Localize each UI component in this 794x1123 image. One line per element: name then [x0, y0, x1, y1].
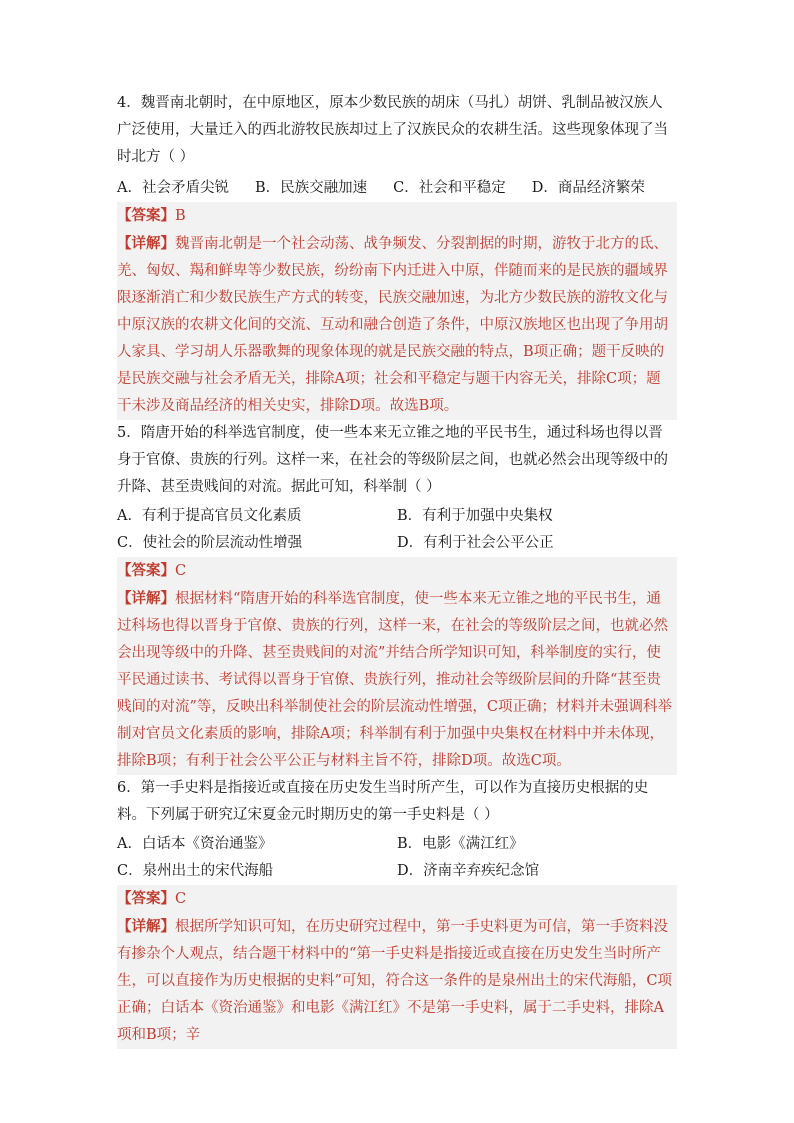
question-6-option-b: B．电影《满江红》	[397, 836, 524, 852]
question-4-answer-block	[117, 202, 677, 420]
question-5-detail	[117, 585, 675, 775]
question-6-option-a: A．白话本《资治通鉴》	[117, 836, 273, 852]
question-5-option-d: D．有利于社会公平公正	[397, 535, 554, 551]
question-5-option-a: A．有利于提高官员文化素质	[117, 508, 302, 524]
question-5-answer-block	[117, 557, 677, 775]
question-4	[117, 90, 677, 171]
question-4-stem: 4．魏晋南北朝时，在中原地区，原本少数民族的胡床（马扎）胡饼、乳制品被汉族人广泛使用，大量迁入的西北游牧民族却过上了汉族民众的农耕生活。这些现象体现了当时北方（ ）	[117, 95, 668, 165]
answer-value: C	[175, 891, 187, 907]
question-6-answer-block	[117, 885, 677, 1049]
answer-value: B	[175, 208, 186, 224]
answer-label: 【答案】	[117, 207, 175, 224]
question-4-option-a: A．社会矛盾尖锐	[117, 180, 229, 196]
question-4-option-c: C．社会和平稳定	[393, 180, 506, 196]
question-6	[117, 775, 677, 829]
question-6-detail	[117, 913, 675, 1049]
question-4-detail	[117, 230, 675, 420]
detail-label: 【详解】	[117, 235, 175, 252]
question-5	[117, 420, 677, 501]
detail-text: 根据材料“隋唐开始的科举选官制度，使一些本来无立锥之地的平民书生，通过科场也得以晋身于官僚、贵族的行列，这样一来，在社会的等级阶层之间，也就必然会出现等级中的升降、甚至贵贱间的对流”并结合所学知识可知，科举制度的实行，使平民通过读书、考试得以晋身于官僚、贵族行列，推动社会等级阶层间的升降“甚至贵贱间的对流”等，反映出科举制使社会的阶层流动性增强，C项正确；材料并未强调科举制对官员文化素质的影响，排除A项；科举制有利于加强中央集权在材料中并未体现，排除B项；有利于社会公平公正与材料主旨不符，排除D项。故选C项。	[117, 591, 673, 769]
question-5-options	[117, 503, 677, 557]
question-5-option-c: C．使社会的阶层流动性增强	[117, 535, 303, 551]
answer-value: C	[175, 563, 187, 579]
question-6-options	[117, 831, 677, 885]
detail-text: 根据所学知识可知，在历史研究过程中，第一手史料更为可信，第一手资料没有掺杂个人观点，结合题干材料中的“第一手史料是指接近或直接在历史发生当时所产生，可以直接作为历史根据的史料”可知，符合这一条件的是泉州出土的宋代海船，C项正确；白话本《资治通鉴》和电影《满江红》不是第一手史料，属于二手史料，排除A项和B项；辛	[117, 919, 673, 1043]
question-4-option-b: B．民族交融加速	[254, 180, 368, 196]
question-4-options	[117, 175, 677, 202]
question-6-stem: 6．第一手史料是指接近或直接在历史发生当时所产生，可以作为直接历史根据的史料。下列属于研究辽宋夏金元时期历史的第一手史料是（ ）	[117, 780, 649, 823]
question-5-answer	[117, 557, 675, 585]
detail-label: 【详解】	[117, 590, 175, 607]
question-5-stem: 5．隋唐开始的科举选官制度，使一些本来无立锥之地的平民书生，通过科场也得以晋身于官僚、贵族的行列。这样一来，在社会的等级阶层之间，也就必然会出现等级中的升降、甚至贵贱间的对流。据此可知，科举制（ ）	[117, 425, 668, 495]
document-page	[117, 90, 677, 1049]
question-4-option-d: D．商品经济繁荣	[531, 180, 645, 196]
answer-label: 【答案】	[117, 562, 175, 579]
question-6-answer	[117, 885, 675, 913]
detail-label: 【详解】	[117, 918, 175, 935]
question-6-option-d: D．济南辛弃疾纪念馆	[397, 863, 540, 879]
answer-label: 【答案】	[117, 890, 175, 907]
question-5-option-b: B．有利于加强中央集权	[397, 508, 553, 524]
question-6-option-c: C．泉州出土的宋代海船	[117, 863, 274, 879]
detail-text: 魏晋南北朝是一个社会动荡、战争频发、分裂割据的时期，游牧于北方的氐、羌、匈奴、羯和鲜卑等少数民族，纷纷南下内迁进入中原，伴随而来的是民族的疆域界限逐渐消亡和少数民族生产方式的转变，民族交融加速，为北方少数民族的游牧文化与中原汉族的农耕文化间的交流、互动和融合创造了条件，中原汉族地区也出现了争用胡人家具、学习胡人乐器歌舞的现象体现的就是民族交融的特点，B项正确；题干反映的是民族交融与社会矛盾无关，排除A项；社会和平稳定与题干内容无关，排除C项；题干未涉及商品经济的相关史实，排除D项。故选B项。	[117, 236, 668, 414]
question-4-answer	[117, 202, 675, 230]
